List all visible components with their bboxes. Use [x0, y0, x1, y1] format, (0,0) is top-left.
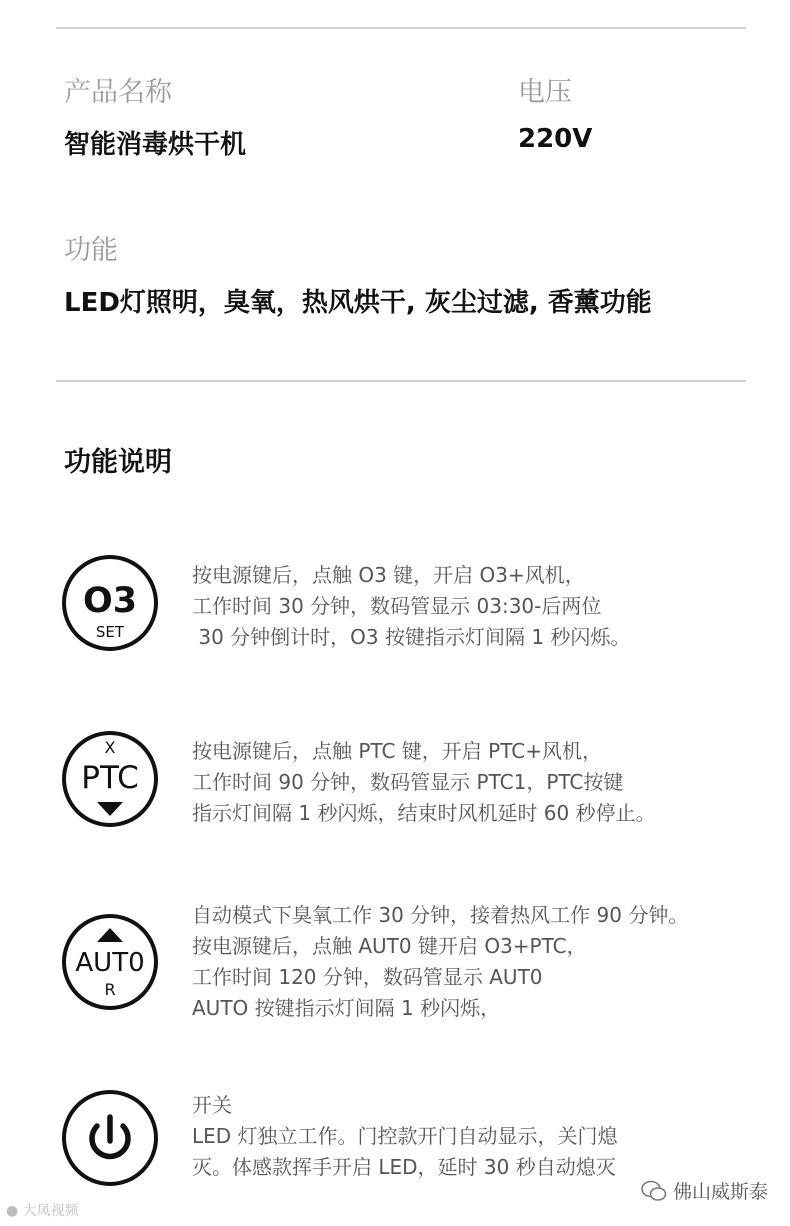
- x-icon-label: X: [104, 738, 116, 757]
- brand-name: 佛山威斯泰: [672, 1181, 768, 1203]
- voltage-value: 220V: [518, 124, 593, 154]
- power-button-icon: [62, 1090, 158, 1186]
- auto-button-icon: [62, 914, 158, 1010]
- section-title: 功能说明: [64, 447, 172, 478]
- power-symbol-icon: [62, 1090, 158, 1186]
- down-triangle-icon: [97, 802, 123, 816]
- product-name-label: 产品名称: [64, 77, 172, 108]
- watermark-text: 大凤视频: [22, 1203, 79, 1219]
- r-icon-label: R: [104, 980, 116, 999]
- wechat-icon: [641, 1180, 667, 1202]
- set-icon-label: SET: [95, 623, 125, 641]
- feature-power-description: 开关 LED 灯独立工作。门控款开门自动显示，关门熄 灭。体感款挥手开启 LED，延时 30 秒自动熄灭: [192, 1093, 618, 1179]
- middle-divider: [56, 380, 746, 382]
- auto-icon-label: AUT0: [75, 948, 145, 978]
- up-triangle-icon: [97, 928, 123, 942]
- watermark-logo: [6, 1200, 79, 1220]
- o3-set-button-icon: [62, 555, 158, 651]
- feature-ptc-description: 按电源键后，点触 PTC 键，开启 PTC+风机， 工作时间 90 分钟，数码管显示 PTC1，PTC按键 指示灯间隔 1 秒闪烁，结束时风机延时 60 秒停止。: [192, 739, 656, 825]
- voltage-label: 电压: [518, 77, 572, 108]
- ptc-icon-label: PTC: [81, 760, 139, 796]
- watermark-icon: ●: [6, 1203, 19, 1219]
- ptc-button-icon: [62, 731, 158, 827]
- product-name-value: 智能消毒烘干机: [64, 130, 247, 160]
- brand-signature: [641, 1177, 768, 1204]
- top-divider: [56, 27, 746, 29]
- feature-o3-description: 按电源键后，点触 O3 键，开启 O3+风机， 工作时间 30 分钟，数码管显示 03:30-后两位 30 分钟倒计时，O3 按键指示灯间隔 1 秒闪烁。: [192, 563, 631, 649]
- feature-auto-description: 自动模式下臭氧工作 30 分钟，接着热风工作 90 分钟。 按电源键后，点触 AUT0 键开启 O3+PTC， 工作时间 120 分钟，数码管显示 AUT0 AUTO 按键指示灯间隔 1 秒闪烁，: [192, 903, 689, 1020]
- o3-icon-label: O3: [82, 581, 138, 621]
- function-label: 功能: [64, 235, 118, 266]
- function-value: LED灯照明，臭氧，热风烘干, 灰尘过滤, 香薰功能: [64, 288, 652, 318]
